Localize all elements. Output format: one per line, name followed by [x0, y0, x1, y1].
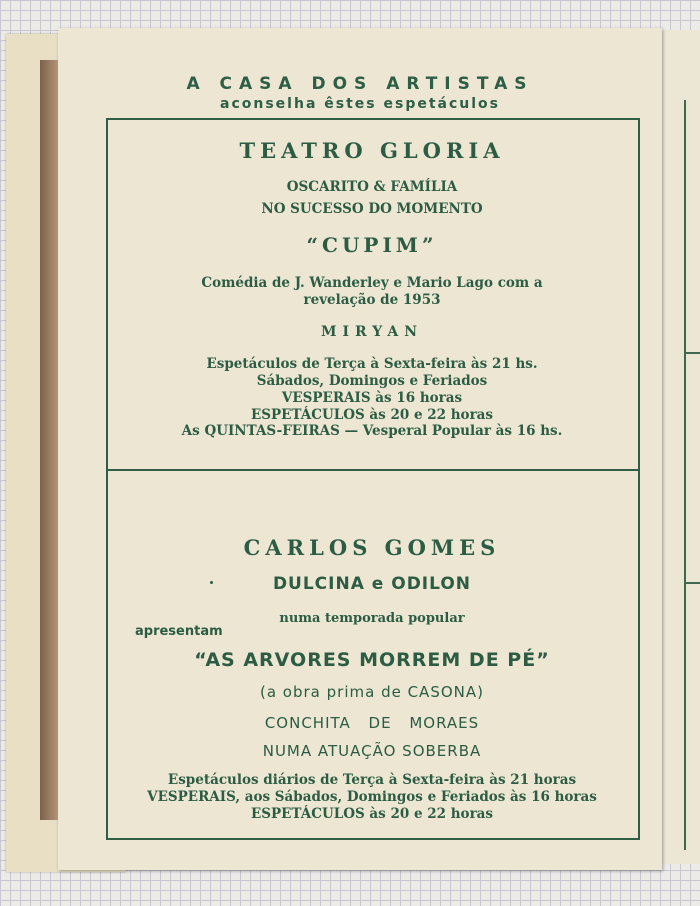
teatro-gloria-cast-line1: OSCARITO & FAMÍLIA [286, 179, 458, 195]
teatro-gloria-title: TEATRO GLORIA [239, 138, 505, 163]
carlos-gomes-author: (a obra prima de CASONA) [260, 683, 484, 701]
teatro-gloria-cast-line2: NO SUCESSO DO MOMENTO [261, 201, 483, 217]
teatro-gloria-schedule-line: ESPETÁCULOS às 20 e 22 horas [250, 407, 494, 423]
adjacent-page-tick [686, 352, 700, 354]
teatro-gloria-schedule-line: VESPERAIS às 16 horas [281, 390, 463, 406]
teatro-gloria-schedule-line: As QUINTAS-FEIRAS — Vesperal Popular às 16 hs. [181, 423, 563, 439]
teatro-gloria-credits-line1: Comédia de J. Wanderley e Mario Lago com a [201, 275, 543, 291]
section-divider [106, 469, 638, 471]
adjacent-page-tick [686, 582, 700, 584]
adjacent-page-border [684, 100, 686, 850]
header-title: A CASA DOS ARTISTAS [186, 74, 534, 94]
adjacent-page [662, 30, 700, 864]
header-subtitle: aconselha êstes espetáculos [220, 96, 500, 112]
teatro-gloria-play-title: “CUPIM” [306, 233, 438, 257]
teatro-gloria-credits-line2: revelação de 1953 [303, 292, 441, 308]
carlos-gomes-featured-line2: NUMA ATUAÇÃO SOBERBA [262, 742, 482, 760]
teatro-gloria-schedule-line: Sábados, Domingos e Feriados [256, 373, 488, 389]
carlos-gomes-schedule-line: ESPETÁCULOS às 20 e 22 horas [250, 806, 494, 822]
carlos-gomes-featured-line1: CONCHITA DE MORAES [264, 714, 480, 732]
carlos-gomes-play-title: “AS ARVORES MORREM DE PÉ” [194, 649, 550, 671]
teatro-gloria-schedule-line: Espetáculos de Terça à Sexta-feira às 21 hs. [206, 356, 538, 372]
carlos-gomes-season: numa temporada popular [279, 611, 465, 626]
carlos-gomes-cast: DULCINA e ODILON [272, 574, 472, 594]
teatro-gloria-featured: MIRYAN [320, 324, 423, 340]
carlos-gomes-schedule-line: VESPERAIS, aos Sábados, Domingos e Feriados às 16 horas [147, 789, 597, 805]
carlos-gomes-schedule-line: Espetáculos diários de Terça à Sexta-feira às 21 horas [167, 772, 577, 788]
carlos-gomes-title: CARLOS GOMES [243, 535, 501, 560]
program-page [58, 28, 662, 870]
carlos-gomes-presents: apresentam [135, 624, 223, 639]
